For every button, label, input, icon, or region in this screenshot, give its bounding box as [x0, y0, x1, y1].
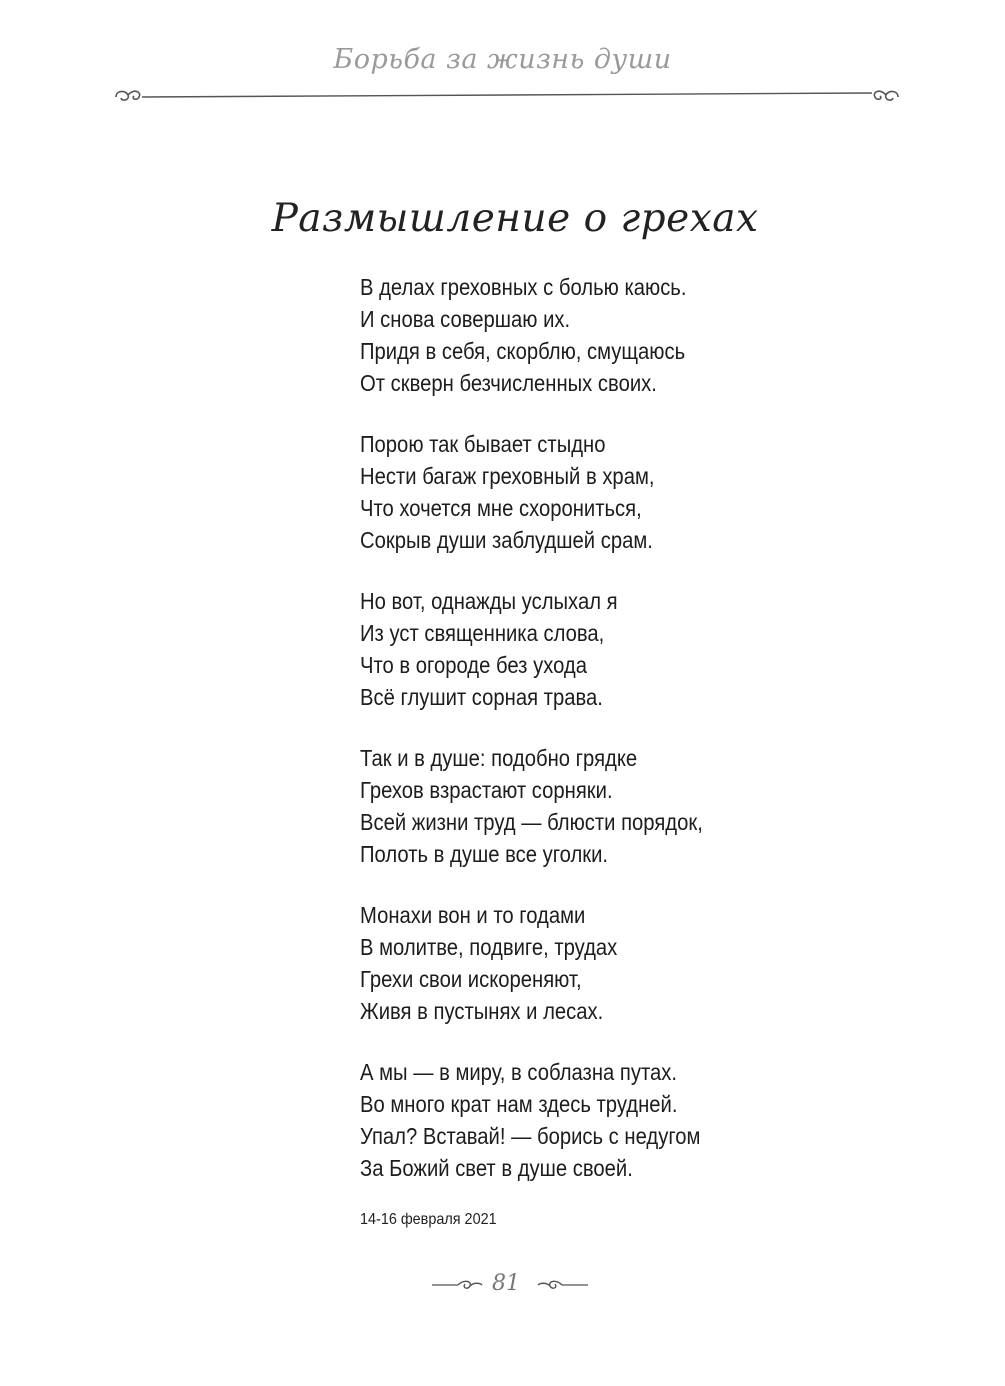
poem-line: Что хочется мне схорониться, [360, 495, 642, 521]
poem-line: Монахи вон и то годами [360, 902, 586, 928]
poem-line: Упал? Вставай! — борись с недугом [360, 1123, 701, 1149]
poem-line: В молитве, подвиге, трудах [360, 934, 618, 960]
poem-line: Нести багаж греховный в храм, [360, 463, 655, 489]
poem-line: От скверн безчисленных своих. [360, 370, 657, 396]
poem-line: Из уст священника слова, [360, 620, 605, 646]
poem-line: А мы — в миру, в соблазна путах. [360, 1059, 678, 1085]
poem-line: Сокрыв души заблудшей срам. [360, 527, 653, 553]
poem-stanza [360, 585, 780, 713]
poem-body [360, 271, 780, 1213]
poem-stanza [360, 1056, 780, 1184]
poem-stanza [360, 428, 780, 556]
poem-stanza [360, 899, 780, 1027]
poem-line: Грехов взрастают сорняки. [360, 777, 613, 803]
poem-stanza [360, 271, 780, 399]
poem-line: Всё глушит сорная трава. [360, 684, 603, 710]
poem-line: Так и в душе: подобно грядке [360, 745, 638, 771]
running-title: Борьба за жизнь души [333, 44, 672, 75]
poem-stanza [360, 742, 780, 870]
poem-line: Придя в себя, скорблю, смущаюсь [360, 338, 686, 364]
poem-line: Живя в пустынях и лесах. [360, 998, 604, 1024]
poem-line: Что в огороде без ухода [360, 652, 587, 678]
header-ornament-rule [112, 82, 902, 112]
poem-line: За Божий свет в душе своей. [360, 1155, 633, 1181]
poem-date: 14-16 февраля 2021 [360, 1211, 497, 1228]
poem-line: Всей жизни труд — блюсти порядок, [360, 809, 703, 835]
poem-line: Полоть в душе все уголки. [360, 841, 609, 867]
poem-title: Размышление о грехах [271, 196, 759, 241]
poem-line: В делах греховных с болью каюсь. [360, 274, 687, 300]
header-rule-line [142, 93, 872, 97]
page-number: 81 [492, 1271, 520, 1296]
poem-line: Порою так бывает стыдно [360, 431, 606, 457]
poem-line: И снова совершаю их. [360, 306, 571, 332]
right-flourish-icon [874, 91, 898, 100]
poem-line: Во много крат нам здесь трудней. [360, 1091, 678, 1117]
left-flourish-icon [116, 91, 140, 100]
poem-line: Но вот, однажды услыхал я [360, 588, 618, 614]
poem-line: Грехи свои искореняют, [360, 966, 582, 992]
